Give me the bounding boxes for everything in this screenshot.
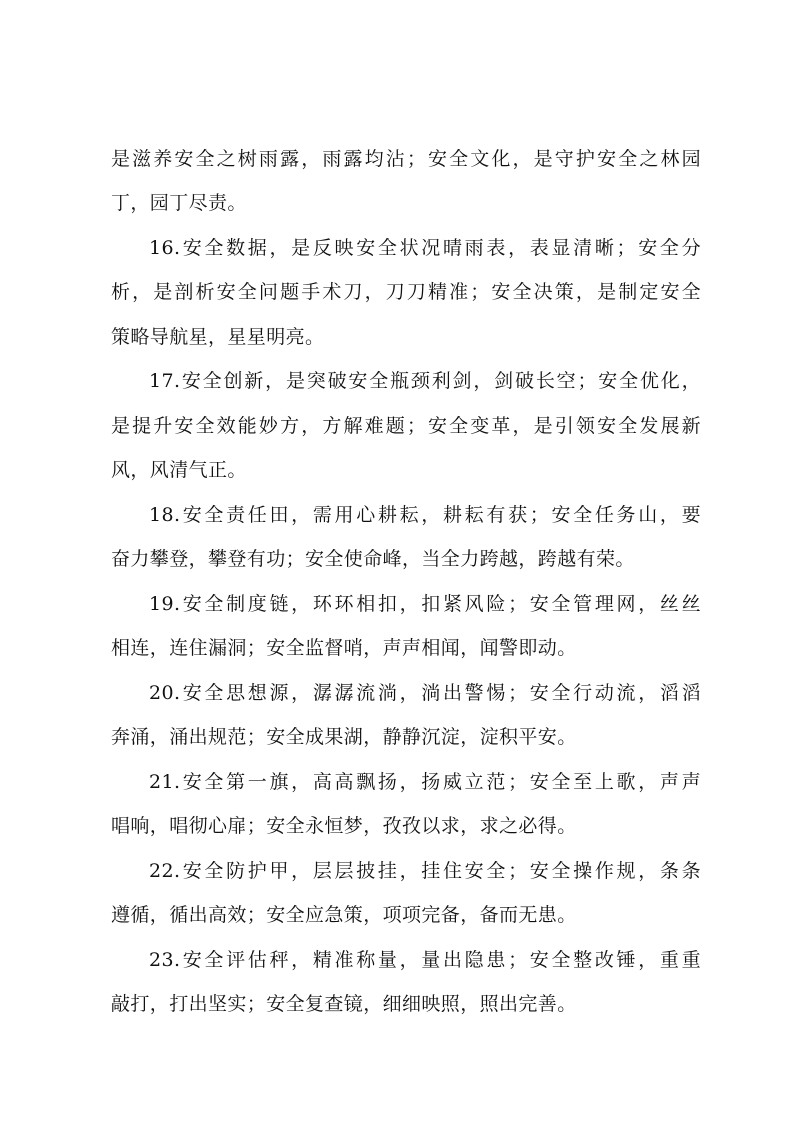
paragraph-21-line-1: 21.安全第一旗，高高飘扬，扬威立范；安全至上歌，声声	[149, 771, 701, 793]
paragraph-22-line-2: 遵循，循出高效；安全应急策，项项完备，备而无患。	[111, 904, 577, 926]
continuation-line-2: 丁，园丁尽责。	[111, 192, 247, 214]
paragraph-23-line-1: 23.安全评估秤，精准称量，量出隐患；安全整改锤，重重	[149, 949, 701, 971]
paragraph-16-line-1: 16.安全数据，是反映安全状况晴雨表，表显清晰；安全分	[149, 237, 701, 259]
paragraph-18-line-1: 18.安全责任田，需用心耕耘，耕耘有获；安全任务山，要	[149, 504, 701, 526]
paragraph-18-line-2: 奋力攀登，攀登有功；安全使命峰，当全力跨越，跨越有荣。	[111, 548, 635, 570]
paragraph-20-line-1: 20.安全思想源，潺潺流淌，淌出警惕；安全行动流，滔滔	[149, 682, 701, 704]
continuation-line-1: 是滋养安全之树雨露，雨露均沾；安全文化，是守护安全之林园	[111, 148, 701, 170]
paragraph-23-line-2: 敲打，打出坚实；安全复查镜，细细映照，照出完善。	[111, 993, 577, 1015]
paragraph-21-line-2: 唱响，唱彻心扉；安全永恒梦，孜孜以求，求之必得。	[111, 815, 577, 837]
paragraph-16-line-3: 策略导航星，星星明亮。	[111, 326, 325, 348]
paragraph-20-line-2: 奔涌，涌出规范；安全成果湖，静静沉淀，淀积平安。	[111, 726, 577, 748]
paragraph-22-line-1: 22.安全防护甲，层层披挂，挂住安全；安全操作规，条条	[149, 860, 701, 882]
paragraph-19-line-1: 19.安全制度链，环环相扣，扣紧风险；安全管理网，丝丝	[149, 593, 701, 615]
paragraph-17-line-1: 17.安全创新，是突破安全瓶颈利剑，剑破长空；安全优化，	[149, 370, 701, 392]
paragraph-17-line-3: 风，风清气正。	[111, 459, 247, 481]
paragraph-16-line-2: 析，是剖析安全问题手术刀，刀刀精准；安全决策，是制定安全	[111, 281, 701, 303]
paragraph-17-line-2: 是提升安全效能妙方，方解难题；安全变革，是引领安全发展新	[111, 415, 701, 437]
paragraph-19-line-2: 相连，连住漏洞；安全监督哨，声声相闻，闻警即动。	[111, 637, 577, 659]
